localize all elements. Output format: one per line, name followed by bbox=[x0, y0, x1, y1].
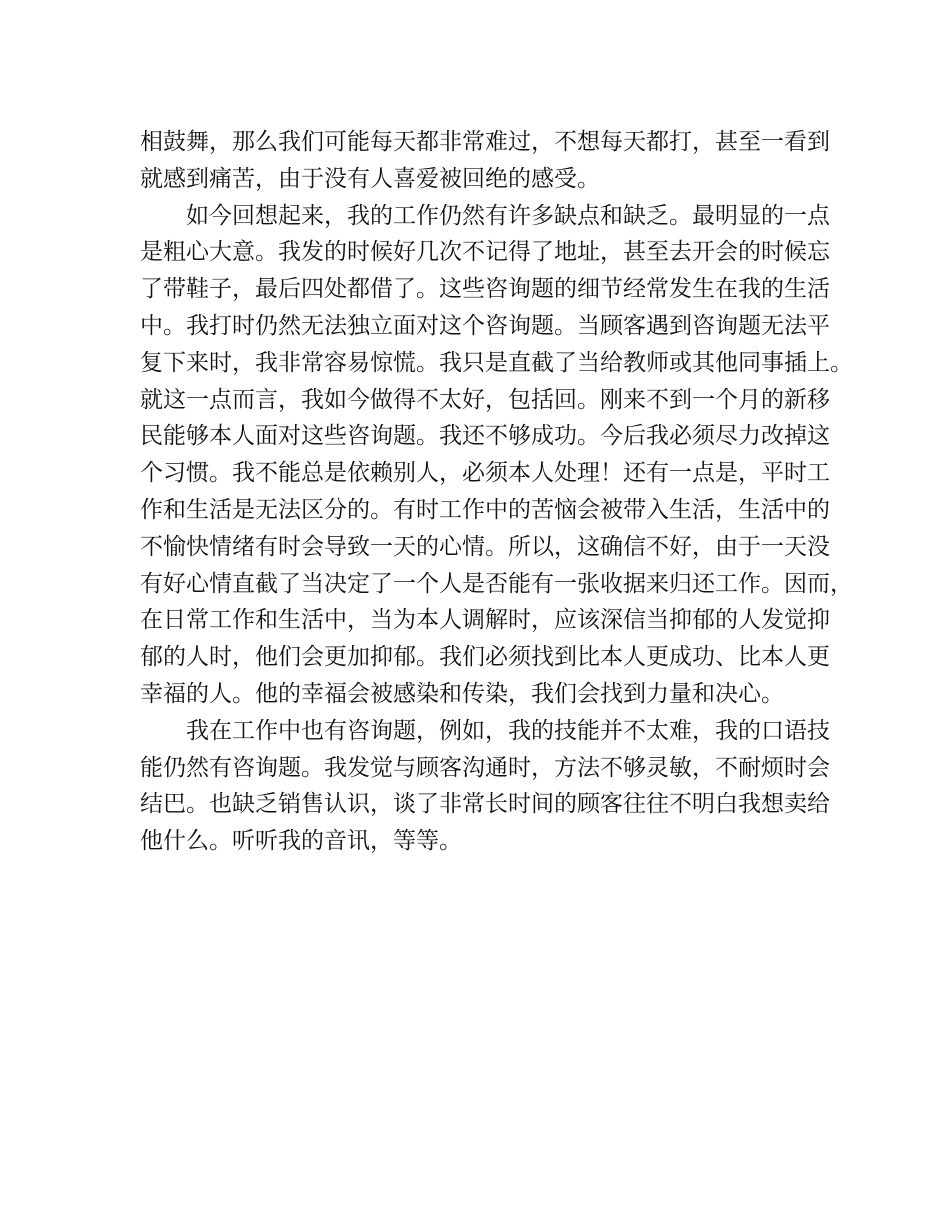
paragraph-start-line: 如今回想起来，我的工作仍然有许多缺点和缺乏。最明显的一点 bbox=[186, 202, 830, 229]
text-line: 郁的人时，他们会更加抑郁。我们必须找到比本人更成功、比本人更 bbox=[140, 644, 830, 671]
text-line: 复下来时，我非常容易惊慌。我只是直截了当给教师或其他同事插上。 bbox=[140, 349, 853, 376]
text-line: 幸福的人。他的幸福会被感染和传染，我们会找到力量和决心。 bbox=[140, 680, 784, 707]
text-line: 了带鞋子，最后四处都借了。这些咨询题的细节经常发生在我的生活 bbox=[140, 276, 830, 303]
text-line: 民能够本人面对这些咨询题。我还不够成功。今后我必须尽力改掉这 bbox=[140, 423, 830, 450]
text-line: 作和生活是无法区分的。有时工作中的苦恼会被带入生活，生活中的 bbox=[140, 496, 830, 523]
text-line: 个习惯。我不能总是依赖别人，必须本人处理！还有一点是，平时工 bbox=[140, 460, 830, 487]
body-text bbox=[140, 124, 853, 860]
text-line: 有好心情直截了当决定了一个人是否能有一张收据来归还工作。因而， bbox=[140, 570, 853, 597]
text-line: 能仍然有咨询题。我发觉与顾客沟通时，方法不够灵敏，不耐烦时会 bbox=[140, 754, 830, 781]
text-line: 结巴。也缺乏销售认识，谈了非常长时间的顾客往往不明白我想卖给 bbox=[140, 791, 830, 818]
text-line: 中。我打时仍然无法独立面对这个咨询题。当顾客遇到咨询题无法平 bbox=[140, 312, 830, 339]
text-line: 就感到痛苦，由于没有人喜爱被回绝的感受。 bbox=[140, 165, 600, 192]
paragraph-start-line: 我在工作中也有咨询题，例如，我的技能并不太难，我的口语技 bbox=[186, 717, 830, 744]
text-line: 就这一点而言，我如今做得不太好，包括回。刚来不到一个月的新移 bbox=[140, 386, 830, 413]
text-line: 在日常工作和生活中，当为本人调解时，应该深信当抑郁的人发觉抑 bbox=[140, 607, 830, 634]
text-line: 相鼓舞，那么我们可能每天都非常难过，不想每天都打，甚至一看到 bbox=[140, 129, 830, 155]
text-line: 他什么。听听我的音讯，等等。 bbox=[140, 828, 462, 855]
text-line: 是粗心大意。我发的时候好几次不记得了地址，甚至去开会的时候忘 bbox=[140, 239, 830, 266]
text-line: 不愉快情绪有时会导致一天的心情。所以，这确信不好，由于一天没 bbox=[140, 533, 830, 560]
